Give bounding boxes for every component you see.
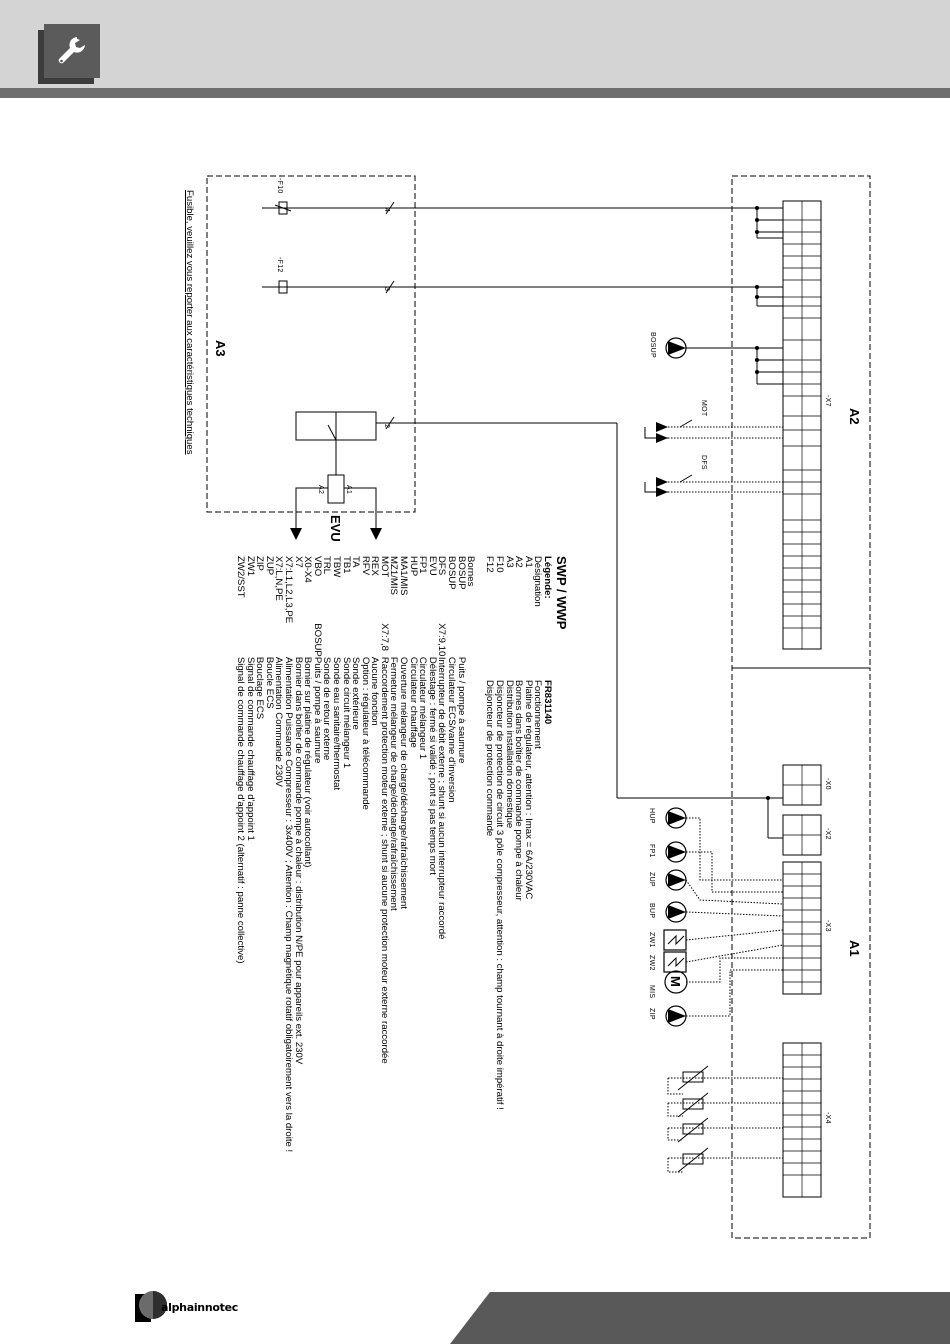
- zip-label: ZIP: [648, 1008, 655, 1020]
- legend-key: X7: [292, 556, 304, 568]
- legend-value: Bornier dans boîtier de commande pompe à chaleur : distribution N/PE pour appareils ext. 230V: [292, 656, 304, 1065]
- wire-count-2: 2: [383, 424, 390, 429]
- legend-value: Signal de commande chauffage d'appoint 1: [244, 656, 256, 841]
- legend-value: Aucune fonction: [369, 656, 381, 726]
- fuse-f12-label: -F12: [276, 257, 283, 273]
- terminal-x4-label: -X4: [824, 1112, 831, 1124]
- terminal-x0-label: -X0: [824, 778, 831, 790]
- legend-terminal: [456, 623, 466, 657]
- legend-row: [523, 556, 533, 1110]
- fuse-note: Fusible, veuillez vous reporter aux caractéristiques techniques: [184, 190, 195, 455]
- legend-row: [351, 556, 361, 1152]
- legend-key: ZUP: [263, 556, 275, 576]
- legend-row: [293, 556, 303, 1152]
- module-a2-label: A2: [847, 408, 862, 425]
- evu-label: EVU: [328, 515, 343, 542]
- legend-row: [494, 556, 504, 1110]
- legend-value: Bouclage ECS: [254, 656, 266, 720]
- legend-value: Bornes dans boîtier de commande pompe à chaleur: [513, 680, 525, 901]
- legend-key: BOSUP: [446, 556, 458, 590]
- bup-label: BUP: [648, 903, 655, 919]
- legend-terminal: [264, 623, 274, 657]
- legend-terminal: [370, 623, 380, 657]
- module-a3-label: A3: [213, 340, 228, 357]
- evu-a2-label: A2: [317, 485, 324, 495]
- legend-terminal: [293, 623, 303, 657]
- legend-key: X7:L,N,PE: [273, 556, 285, 601]
- wire-count-3: 3: [383, 287, 390, 292]
- evu-coil: [328, 475, 344, 503]
- legend-key: DFS: [436, 556, 448, 576]
- legend-bornes: [466, 556, 476, 680]
- bosup-label: BOSUP: [649, 332, 656, 359]
- legend-value: Sonde eau sanitaire/thermostat: [330, 656, 342, 791]
- legend-terminal: [523, 630, 533, 680]
- legend-row: [370, 556, 380, 1152]
- legend-key: MA1/MIS: [398, 556, 410, 596]
- terminal-x7-label: -X7: [824, 395, 831, 407]
- legend-value: Sonde de retour externe: [321, 656, 333, 761]
- legend-value: Disjoncteur de protection de circuit 3 pôle compresseur, attention : champ tournant à droite impératif !: [494, 680, 506, 1110]
- legend-key: VBO: [311, 556, 323, 577]
- fuse-f10-label: -F10: [276, 178, 283, 194]
- legend-value: Puits / pompe à saumure: [311, 656, 323, 764]
- legend-key: A2: [513, 556, 525, 568]
- legend-key: X0-X4: [302, 556, 314, 583]
- legend-terminal: [446, 623, 456, 657]
- relay-zw2-icon: [664, 952, 686, 972]
- legend-title: SWP / WWP: [554, 556, 569, 630]
- alpha-innotec-logo: [135, 1283, 260, 1328]
- legend-row: [389, 556, 399, 1152]
- legend-key: HUP: [407, 556, 419, 577]
- legend-terminal: [485, 630, 495, 680]
- legend-row: [274, 556, 284, 1152]
- legend-row: [322, 556, 332, 1152]
- zup-label: ZUP: [648, 872, 655, 887]
- legend-terminal: [514, 630, 524, 680]
- legend-terminal: [303, 623, 313, 657]
- mis-label: MIS: [648, 985, 655, 999]
- legend-key: F10: [494, 556, 506, 573]
- legend-row: [437, 556, 447, 1152]
- legend-row: [427, 556, 437, 1152]
- legend-row: [341, 556, 351, 1152]
- legend-terminal: [255, 623, 265, 657]
- legend-terminal: [399, 623, 409, 657]
- legend-row: [255, 556, 265, 1152]
- legend-terminal: [283, 623, 293, 657]
- legend-row: [379, 556, 389, 1152]
- evu-a1-label: A1: [345, 485, 352, 495]
- legend-row: [514, 556, 524, 1110]
- terminal-x3-label: -X3: [824, 920, 831, 932]
- legend-top-rows: [485, 556, 533, 1110]
- motor-m-glyph: M: [668, 976, 683, 987]
- legend-row: [446, 556, 456, 1152]
- legend-terminal: [408, 623, 418, 657]
- legend-value: Alimentation Commande 230V: [273, 656, 285, 787]
- dfs-label: DFS: [700, 455, 707, 470]
- logo-text: alphainnotec: [161, 1301, 238, 1314]
- legend-key: TA: [350, 556, 362, 568]
- legend-value: Ouverture mélangeur de charge/décharge/rafraîchissement: [398, 656, 410, 910]
- legend-value: Délestage : fermé si validé ; pont si pas temps mort: [426, 656, 438, 875]
- legend-terminal: [235, 623, 245, 657]
- legend-subtitle-label: Légende:: [542, 556, 553, 599]
- hup-label: HUP: [648, 808, 655, 824]
- legend-head: [533, 556, 552, 749]
- legend-value: Alimentation Puissance Compresseur : 3x400V ; Attention : Champ magnétique rotatif obligatoirement vers la droite !: [282, 656, 294, 1153]
- legend-terminal: [418, 623, 428, 657]
- legend-key: F12: [484, 556, 496, 573]
- legend-key: BOSUP: [455, 556, 467, 590]
- legend-subtitle-code: FR831140: [542, 680, 553, 725]
- legend-key: A1: [522, 556, 534, 568]
- legend-value: Raccordement protection moteur externe ; shunt si aucune protection moteur externe raccordée: [378, 656, 390, 1064]
- legend-value: Circulateur ECS/vanne d'inversion: [446, 656, 458, 803]
- mot-label: MOT: [700, 400, 707, 417]
- legend-value: Signal de commande chauffage d'appoint 2 (alternatif : panne collective): [235, 656, 246, 964]
- legend-rows: [235, 556, 465, 1152]
- legend-terminal: [504, 630, 514, 680]
- legend-value: Circulateur chauffage: [407, 656, 419, 748]
- legend-row: [456, 556, 466, 1152]
- legend-value: Circulateur mélangeur 1: [417, 656, 429, 760]
- legend-terminal: X7:9,10: [436, 623, 448, 657]
- fp1-label: FP1: [648, 844, 655, 858]
- legend-key: RFV: [359, 556, 371, 576]
- legend-row: [485, 556, 495, 1110]
- legend-row: [504, 556, 514, 1110]
- legend-key: MZ1/MIS: [388, 556, 400, 595]
- footer-band: [450, 1292, 950, 1344]
- legend-value: Boucle ECS: [263, 656, 275, 709]
- legend-row: [245, 556, 255, 1152]
- legend-key: ZIP: [254, 556, 266, 571]
- legend-value: Fermeture mélangeur de charge/décharge/rafraîchissement: [388, 656, 400, 911]
- legend-row: [283, 556, 293, 1152]
- legend-value: Platine de régulateur, attention : Imax = 6A/230VAC: [522, 680, 534, 900]
- legend-terminal: [494, 630, 504, 680]
- legend-key: ZW2/SST: [235, 556, 246, 598]
- legend-key: TRL: [321, 556, 333, 575]
- module-a1-label: A1: [847, 940, 862, 957]
- legend: [235, 556, 570, 1152]
- legend-row: [312, 556, 322, 1152]
- legend-bornes-label: Bornes: [465, 556, 477, 587]
- legend-row: [303, 556, 313, 1152]
- legend-row: [264, 556, 274, 1152]
- legend-key: A3: [503, 556, 515, 568]
- legend-terminal: [427, 623, 437, 657]
- legend-terminal: [389, 623, 399, 657]
- zw1-label: ZW1: [648, 932, 655, 948]
- module-a3-frame: [207, 176, 415, 512]
- legend-key: REX: [369, 556, 381, 576]
- legend-row: [331, 556, 341, 1152]
- legend-row: [418, 556, 428, 1152]
- legend-key: EVU: [426, 556, 438, 576]
- legend-row: [408, 556, 418, 1152]
- legend-value: Interrupteur de débit externe ; shunt si aucun interrupteur raccordé: [436, 656, 448, 940]
- legend-value: Disjoncteur de protection commande: [484, 680, 496, 837]
- legend-terminal: [245, 623, 255, 657]
- legend-value: Distribution installation domestique: [503, 680, 515, 829]
- legend-key: TBW: [330, 556, 342, 578]
- legend-terminal: X7:7,8: [378, 623, 390, 651]
- legend-value: Sonde circuit mélangeur 1: [340, 656, 352, 769]
- relay-zw1-icon: [664, 930, 686, 950]
- zw2-label: ZW2: [648, 955, 655, 971]
- legend-terminal: [274, 623, 284, 657]
- legend-key: MOT: [378, 556, 390, 578]
- legend-value: Bornier sur platine de régulateur (voir autocollant): [302, 656, 314, 868]
- legend-key: TB1: [340, 556, 352, 574]
- legend-terminal: [322, 623, 332, 657]
- legend-terminal: [360, 623, 370, 657]
- legend-terminal: BOSUP: [311, 623, 323, 657]
- legend-terminal: [341, 623, 351, 657]
- legend-row: [399, 556, 409, 1152]
- legend-head-key: Désignation: [532, 556, 544, 607]
- legend-key: FP1: [417, 556, 429, 574]
- legend-value: Option : régulateur à télécommande: [359, 656, 371, 810]
- legend-key: X7:L1,L2,L3,PE: [282, 556, 294, 624]
- legend-value: Puits / pompe à saumure: [455, 656, 467, 764]
- legend-terminal: [351, 623, 361, 657]
- legend-row: [235, 556, 245, 1152]
- legend-head-value: Fonctionnement: [532, 680, 544, 749]
- legend-value: Sonde extérieure: [350, 656, 362, 730]
- legend-row: [360, 556, 370, 1152]
- wire-count-4: 4: [383, 208, 390, 213]
- legend-terminal: [331, 623, 341, 657]
- terminal-x2-label: -X2: [824, 828, 831, 840]
- legend-key: ZW1: [244, 556, 256, 577]
